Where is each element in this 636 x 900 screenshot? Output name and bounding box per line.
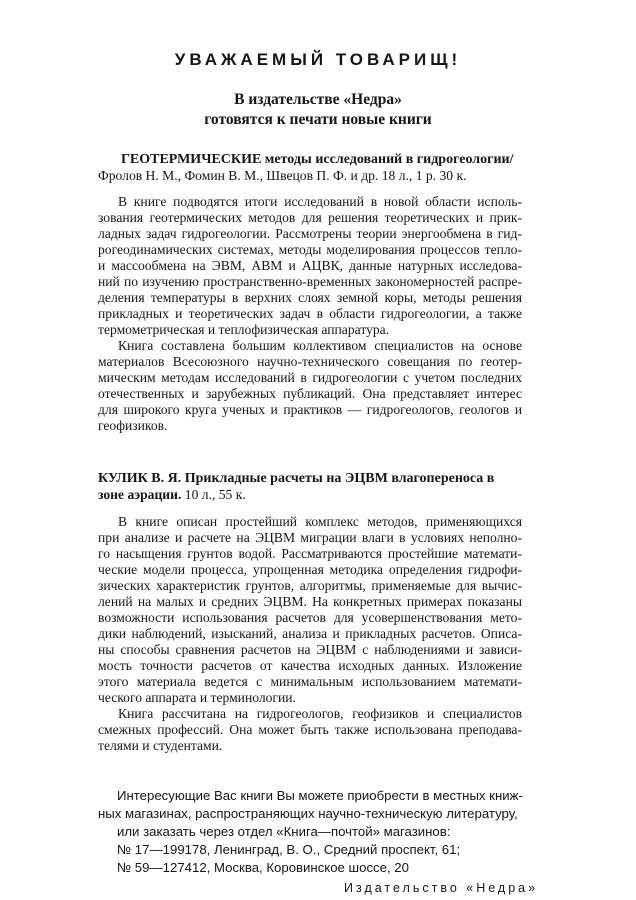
book-1-description-line: для широкого круга ученых и практиков — гидрогеологов, геологов и: [98, 402, 522, 417]
ordering-info-line: Интересующие Вас книги Вы можете приобрести в местных книж-: [117, 788, 523, 803]
page-title: УВАЖАЕМЫЙ ТОВАРИЩ!: [174, 50, 462, 69]
book-2-description-line: возможности использования расчетов для усовершенствования мето-: [98, 610, 522, 625]
book-2-description-line: при анализе и расчете на ЭЦВМ миграции влаги в условиях неполно-: [98, 530, 522, 545]
book-2-description-line: зических характеристик грунтов, алгоритмы, применяемые для вычис-: [98, 578, 522, 593]
book-1-description-line: ладных задач гидрогеологии. Рассмотрены теории энергообмена в гид-: [98, 226, 522, 241]
book-1-description-line: зования геотермических методов для решения теоретических и прик-: [98, 210, 522, 225]
store-address-moscow: № 59—127412, Москва, Коровинское шоссе, 20: [117, 860, 409, 875]
ordering-info-line: или заказать через отдел «Книга—почтой» магазинов:: [117, 824, 451, 839]
book-2-description-line: го насыщения грунтов водой. Рассматриваются простейшие математи-: [98, 546, 522, 561]
book-1-description-line: ний по изучению пространственно-временных закономерностей распре-: [98, 274, 522, 289]
book-2-description-line: этого материала ведется с минимальным использованием математи-: [98, 674, 522, 689]
ordering-info-line: ных магазинах, распространяющих научно-техническую литературу,: [98, 806, 518, 821]
book-2-description-line: ны способы сравнения расчетов на ЭЦВМ с наблюдениями и зависи-: [98, 642, 522, 657]
book-1-description-line: отечественных и зарубежных публикаций. Она представляет интерес: [98, 386, 522, 401]
book-2-description-line: Книга рассчитана на гидрогеологов, геофизиков и специалистов: [118, 706, 522, 721]
book-1-authors: Фролов Н. М., Фомин В. М., Швецов П. Ф. и др. 18 л., 1 р. 30 к.: [98, 168, 467, 183]
publisher-signature: Издательство «Недра»: [344, 881, 539, 895]
book-2-title-continuation: зоне аэрации. 10 л., 55 к.: [98, 487, 246, 502]
book-1-description-line: мическим методам исследований в гидрогеологии с учетом последних: [98, 370, 522, 385]
book-2-description-line: ческие модели процесса, упрощенная методика определения гидрофи-: [98, 562, 522, 577]
book-2-description-line: лений на малых и средних ЭЦВМ. На конкретных примерах показаны: [98, 594, 522, 609]
book-2-description-line: ческого аппарата и терминологии.: [98, 690, 296, 705]
book-1-description-line: рогеодинамических системах, методы моделирования процессов тепло-: [98, 242, 522, 257]
announcement-subtitle: В издательстве «Недра»: [234, 91, 402, 108]
book-1-description-line: геофизиков.: [98, 418, 168, 433]
book-1-description-line: деления температуры в верхних слоях земной коры, методы решения: [98, 290, 522, 305]
book-1-description-line: прикладных и теоретических задач в области гидрогеологии, а также: [98, 306, 522, 321]
book-2-description-line: смежных профессий. Она может быть также использована преподава-: [98, 722, 522, 737]
book-2-title: КУЛИК В. Я. Прикладные расчеты на ЭЦВМ влагопереноса в: [98, 471, 495, 486]
book-1-description-line: материалов Всесоюзного научно-технического совещания по геотер-: [98, 354, 522, 369]
book-2-description-line: В книге описан простейший комплекс методов, применяющихся: [118, 514, 522, 529]
book-1-description-line: и массообмена на ЭВМ, АВМ и АЦВК, данные натурных исследова-: [98, 258, 522, 273]
book-2-description-line: дики наблюдений, изысканий, анализа и прикладных расчетов. Описа-: [98, 626, 522, 641]
book-1-description-line: Книга составлена большим коллективом специалистов на основе: [118, 338, 522, 353]
book-1-description-line: В книге подводятся итоги исследований в новой области исполь-: [118, 194, 522, 209]
book-2-description-line: мость точности расчетов от качества исходных данных. Изложение: [98, 658, 522, 673]
book-1-description-line: термометрическая и теплофизическая аппаратура.: [98, 322, 390, 337]
store-address-leningrad: № 17—199178, Ленинград, В. О., Средний проспект, 61;: [117, 842, 461, 857]
book-1-title: ГЕОТЕРМИЧЕСКИЕ методы исследований в гидрогеологии/: [121, 152, 514, 167]
book-2-description-line: телями и студентами.: [98, 738, 223, 753]
announcement-subtitle-2: готовятся к печати новые книги: [204, 111, 432, 128]
